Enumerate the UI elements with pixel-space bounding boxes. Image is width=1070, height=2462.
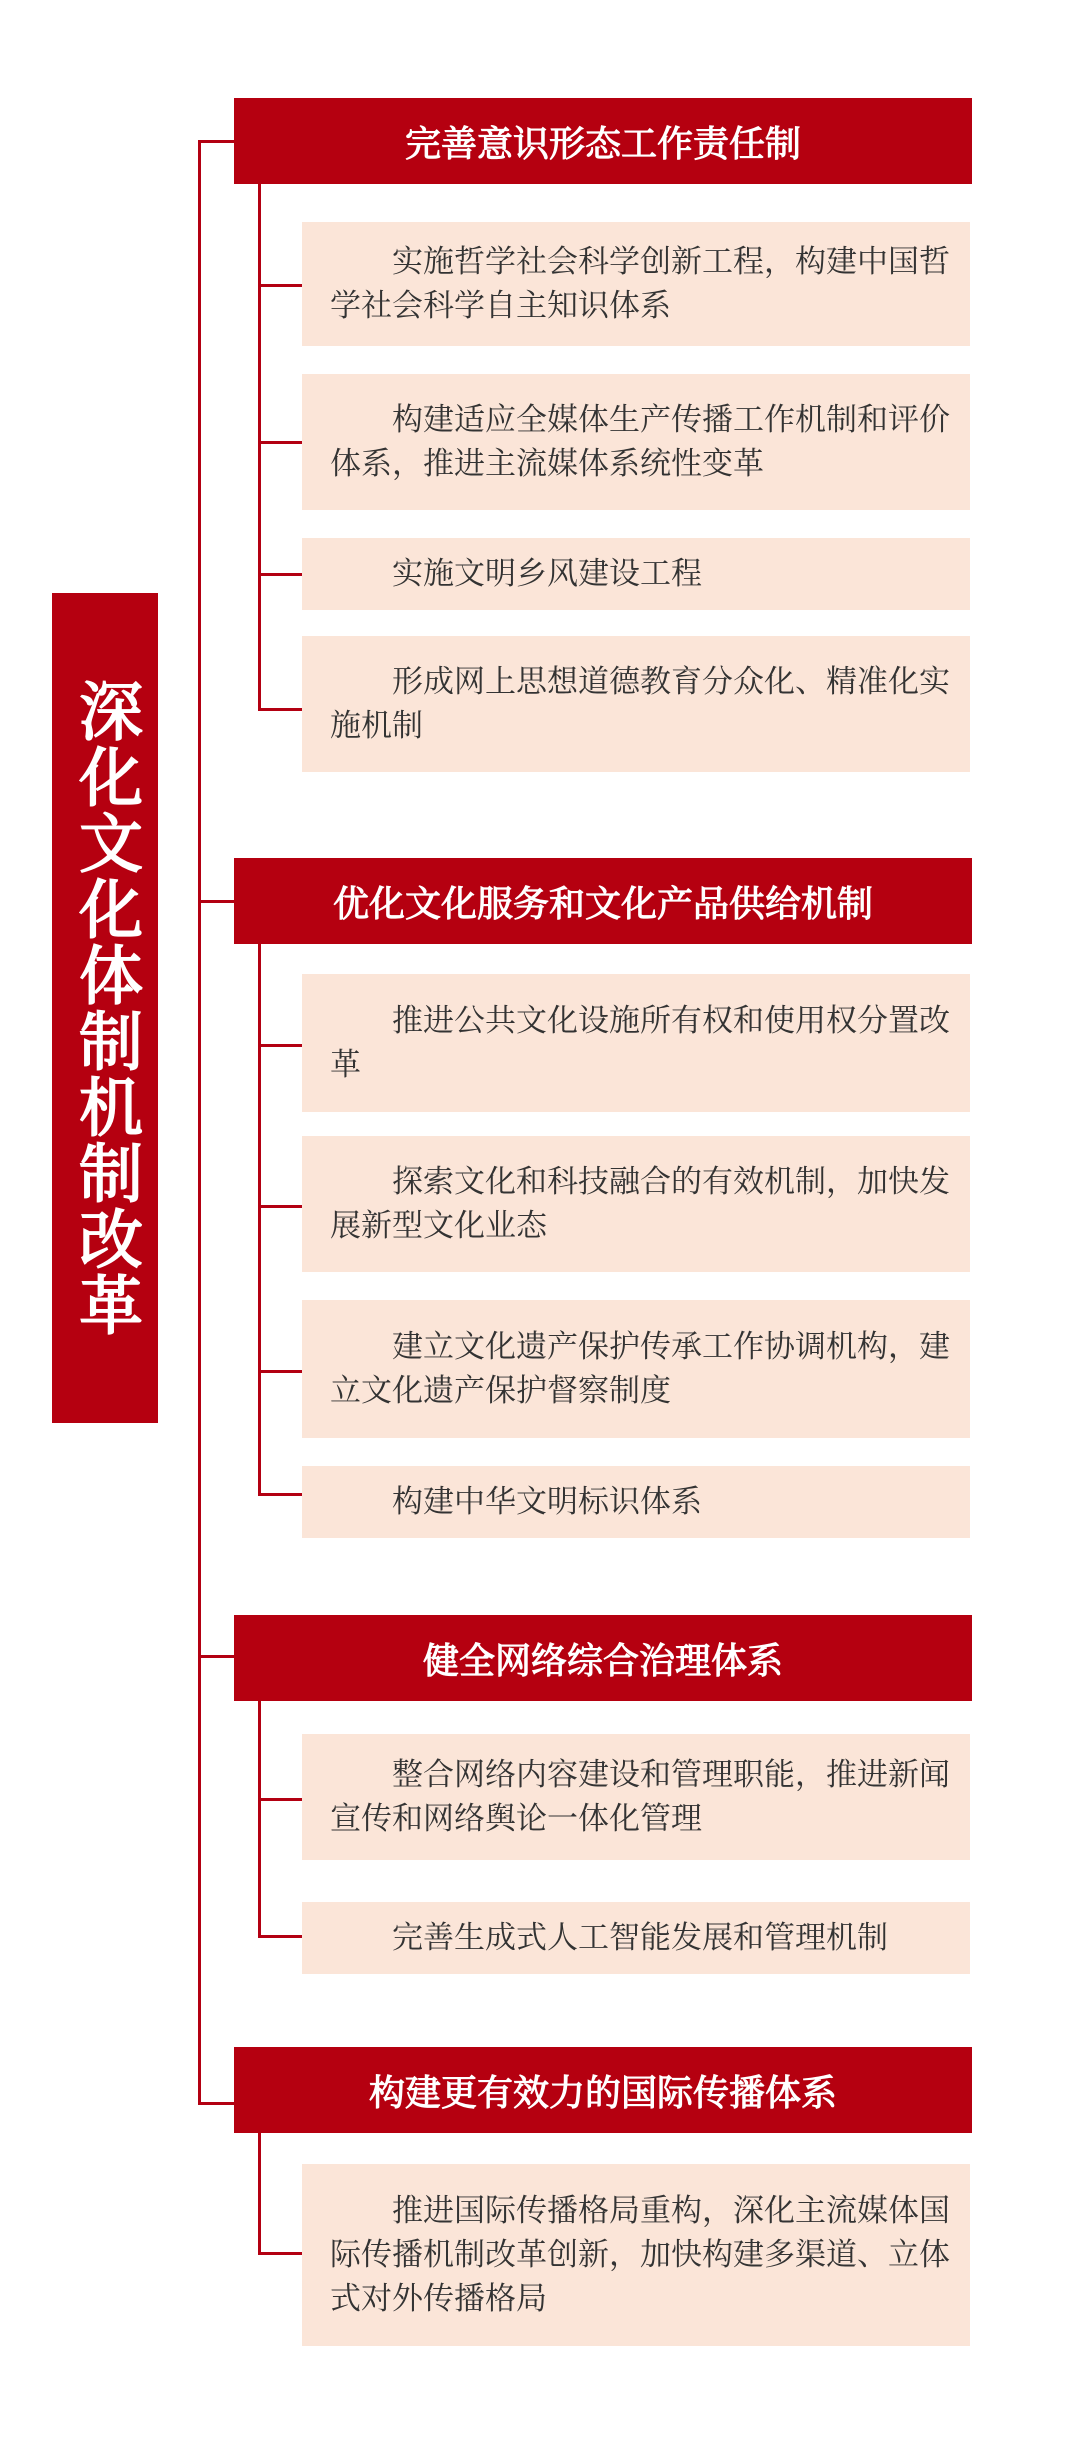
sub-connector-2 <box>258 944 261 1495</box>
list-item: 构建中华文明标识体系 <box>302 1466 970 1538</box>
item-connector <box>258 2252 302 2255</box>
section-header-3: 健全网络综合治理体系 <box>234 1615 972 1701</box>
list-item: 建立文化遗产保护传承工作协调机构，建立文化遗产保护督察制度 <box>302 1300 970 1438</box>
branch-connector-1 <box>198 140 234 143</box>
list-item: 实施文明乡风建设工程 <box>302 538 970 610</box>
list-item: 完善生成式人工智能发展和管理机制 <box>302 1902 970 1974</box>
item-connector <box>258 708 302 711</box>
item-connector <box>258 441 302 444</box>
item-connector <box>258 573 302 576</box>
item-connector <box>258 1935 302 1938</box>
item-connector <box>258 1798 302 1801</box>
item-connector <box>258 1493 302 1496</box>
list-item: 推进国际传播格局重构，深化主流媒体国际传播机制改革创新，加快构建多渠道、立体式对外传播格局 <box>302 2164 970 2346</box>
sub-connector-3 <box>258 1701 261 1937</box>
branch-connector-4 <box>198 2102 234 2105</box>
sub-connector-4 <box>258 2133 261 2254</box>
main-connector <box>198 140 201 2104</box>
list-item: 实施哲学社会科学创新工程，构建中国哲学社会科学自主知识体系 <box>302 222 970 346</box>
list-item: 形成网上思想道德教育分众化、精准化实施机制 <box>302 636 970 772</box>
section-header-4: 构建更有效力的国际传播体系 <box>234 2047 972 2133</box>
item-connector <box>258 1370 302 1373</box>
section-header-1: 完善意识形态工作责任制 <box>234 98 972 184</box>
sub-connector-1 <box>258 184 261 710</box>
branch-connector-2 <box>198 900 234 903</box>
list-item: 探索文化和科技融合的有效机制，加快发展新型文化业态 <box>302 1136 970 1272</box>
main-title: 深化文化体制机制改革 <box>68 678 143 1338</box>
section-header-2: 优化文化服务和文化产品供给机制 <box>234 858 972 944</box>
item-connector <box>258 1205 302 1208</box>
list-item: 推进公共文化设施所有权和使用权分置改革 <box>302 974 970 1112</box>
main-title-box <box>52 593 158 1423</box>
list-item: 整合网络内容建设和管理职能，推进新闻宣传和网络舆论一体化管理 <box>302 1734 970 1860</box>
list-item: 构建适应全媒体生产传播工作机制和评价体系，推进主流媒体系统性变革 <box>302 374 970 510</box>
item-connector <box>258 1044 302 1047</box>
branch-connector-3 <box>198 1655 234 1658</box>
item-connector <box>258 284 302 287</box>
